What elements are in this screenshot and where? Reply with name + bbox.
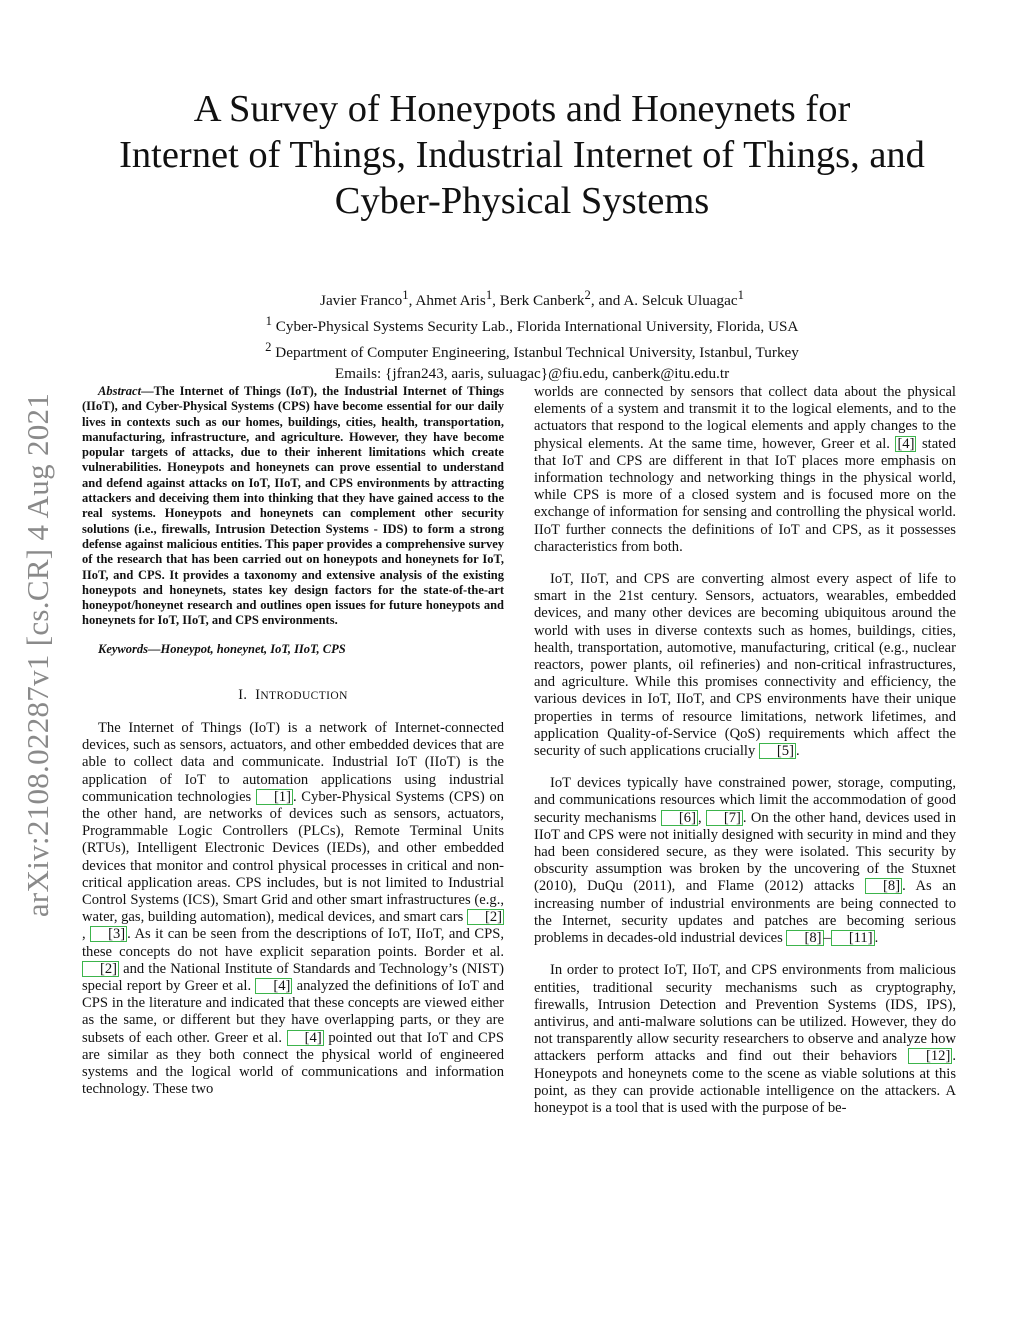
- citation-link[interactable]: [12]: [908, 1048, 952, 1064]
- title-line: A Survey of Honeypots and Honeynets for: [193, 88, 851, 130]
- title-line: Internet of Things, Industrial Internet of Things, and: [119, 134, 925, 176]
- body-paragraph: IoT, IIoT, and CPS are converting almost every aspect of life to smart in the 21st century. Sensors, actuators, wearables, embedded devices, and many other devices are becoming ubiquitous around the world with uses in diverse contexts such as homes, buildings, cities, health, transportation, automotive, manufacturing, critical (e.g., nuclear reactors, power plants, oil refineries) and non-critical infrastructures, and agriculture. While this promises connectivity and efficiency, the various devices in IoT, IIoT, and CPS environments have their unique properties in terms of resource limitations, network lifetimes, and application Quality-of-Service (QoS) requirements which affect the security of such applications crucially [5] .: [534, 571, 956, 760]
- citation-link[interactable]: [4]: [255, 978, 292, 994]
- citation-link[interactable]: [5]: [759, 743, 796, 759]
- citation-link[interactable]: [6]: [661, 810, 698, 826]
- citation-link[interactable]: [1]: [256, 789, 293, 805]
- right-column: [534, 384, 956, 1132]
- author-affil-mark: 1: [485, 288, 493, 302]
- citation-link[interactable]: [2]: [82, 961, 119, 977]
- left-column: [82, 384, 504, 1098]
- abstract: [82, 384, 504, 629]
- citation-link[interactable]: [4]: [897, 435, 915, 452]
- section-heading: I. INTRODUCTION: [238, 686, 348, 703]
- author-name: A. Selcuk Uluagac: [623, 292, 738, 310]
- author-affil-mark: 1: [402, 288, 409, 302]
- author-name: Ahmet Aris: [415, 292, 486, 310]
- body-paragraph: worlds are connected by sensors that collect data about the physical elements of a system and transmit it to the logical elements, and to the actuators that respond to the logical elements and apply changes to the physical elements. At the same time, however, Greer et al. [4] stated that IoT and CPS are different in that IoT places more emphasis on information technology and networking things in the physical world, while CPS is more of a closed system and is focused more on the exchange of information for sensing and controlling the physical world. IIoT further connects the definitions of IoT and CPS, as it possesses characteristics from both.: [534, 384, 956, 555]
- abstract-label: Abstract: [98, 384, 142, 398]
- affiliation-1: $^1$ Cyber-Physical Systems Security Lab., Florida International University, Florida, USA: [265, 314, 799, 336]
- keywords-label: Keywords: [98, 641, 148, 656]
- author-emails: Emails: {jfran243, aaris, suluagac}@fiu.edu, canberk@itu.edu.tr: [334, 365, 730, 383]
- abstract-text: —The Internet of Things (IoT), the Industrial Internet of Things (IIoT), and Cyber-Physical Systems (CPS) have become essential for our daily lives in contexts such as our homes, buildings, cities, health, transportation, manufacturing, infrastructure, and agriculture. However, they have become popular targets of attacks, due to their inherent limitations which create vulnerabilities. Honeypots and honeynets can prove essential to understand and defend against attacks on IoT, IIoT, and CPS environments by attracting attackers and deceiving them into thinking that they have gained access to the real systems. Honeypots and honeynets can complement other security solutions (i.e., firewalls, Intrusion Detection Systems - IDS) to form a strong defense against malicious entities. This paper provides a comprehensive survey of the research that has been carried out on honeypots and honeynets for IoT, IIoT, and CPS. It provides a taxonomy and extensive analysis of the existing honeypots and honeynets, states key design factors for the state-of-the-art honeypot/honeynet research and outlines open issues for future honeypots and honeynets for IoT, IIoT, and CPS environments.: [82, 384, 504, 628]
- author-affil-mark: 1: [737, 288, 744, 302]
- author-block: [100, 285, 964, 384]
- author-affil-mark: 2: [584, 288, 591, 302]
- citation-link[interactable]: [11]: [831, 930, 875, 946]
- keywords: [82, 642, 504, 657]
- author-name: Berk Canberk: [499, 292, 585, 310]
- citation-link[interactable]: [7]: [706, 810, 743, 826]
- arxiv-sidebar: [16, 355, 60, 955]
- body-paragraph: In order to protect IoT, IIoT, and CPS environments from malicious entities, traditional security mechanisms such as cryptography, firewalls, Intrusion Detection and Prevention Systems (IDS, IPS), antivirus, and anti-malware solutions can be utilized. However, they do not transparently allow security researchers to observe and analyze how attackers perform attacks and find out their behaviors [12] . Honeypots and honeynets come to the scene as viable solutions at this point, as they can provide actionable intelligence on the attackers. A honeypot is a tool that is used with the purpose of be-: [534, 962, 956, 1116]
- affiliation-2: $^2$ Department of Computer Engineering, Istanbul Technical University, Istanbul, Turkey: [265, 340, 799, 362]
- keywords-text: —Honeypot, honeynet, IoT, IIoT, CPS: [148, 641, 346, 656]
- citation-link[interactable]: [8]: [786, 930, 823, 946]
- arxiv-identifier: arXiv:2108.02287v1 [cs.CR] 4 Aug 2021: [20, 392, 55, 918]
- author-name: Javier Franco: [320, 292, 403, 310]
- intro-paragraph: The Internet of Things (IoT) is a network of Internet-connected devices, such as sensors, actuators, and other embedded devices that are able to collect data and communicate. Industrial IoT (IIoT) is the application of IoT to automation applications using industrial communication technologies [1] . Cyber-Physical Systems (CPS) on the other hand, are networks of devices such as sensors, actuators, Programmable Logic Controllers (PLCs), Remote Terminal Units (RTUs), Intelligent Electronic Devices (IEDs), and other embedded devices that monitor and control physical processes in critical and non-critical application areas. CPS includes, but is not limited to Industrial Control Systems (ICS), Smart Grid and other smart infrastructures (e.g., water, gas, building automation), medical devices, and smart cars [2], [3] . As it can be seen from the descriptions of IoT, IIoT, and CPS, these concepts do not have explicit separation points. Border et al. [2] and the National Institute of Standards and Technology’s (NIST) special report by Greer et al. [4] analyzed the definitions of IoT and CPS in the literature and indicated that these concepts are viewed either as the same, or different but they have overlapping parts, or they are subsets of each other. Greer et al. [4] pointed out that IoT and CPS are similar as they both connect the physical world of engineered systems and the logical world of communications and information technology. These two: [82, 719, 505, 1098]
- paper-title: [60, 86, 984, 224]
- citation-link[interactable]: [3]: [90, 926, 127, 942]
- citation-link[interactable]: [8]: [865, 878, 902, 894]
- title-line: Cyber-Physical Systems: [334, 180, 710, 222]
- citation-link[interactable]: [4]: [287, 1030, 324, 1046]
- author-line: Javier Franco$^1$, Ahmet Aris$^1$, Berk Canberk$^2$, and A. Selcuk Uluagac$^1$: [320, 288, 744, 310]
- citation-link[interactable]: [2]: [467, 909, 504, 925]
- body-paragraph: IoT devices typically have constrained power, storage, computing, and communications resources which limit the accommodation of good security mechanisms [6] , [7] . On the other hand, devices used in IIoT and CPS were not initially designed with security in mind and they had been considered secure, as they were isolated. This security by obscurity assumption was broken by the uncovering of the Stuxnet (2010), DuQu (2011), and Flame (2012) attacks [8] . As an increasing number of industrial environments are being connected to the Internet, security updates and patches are becoming serious problems in decades-old industrial devices [8] – [11] .: [534, 775, 957, 947]
